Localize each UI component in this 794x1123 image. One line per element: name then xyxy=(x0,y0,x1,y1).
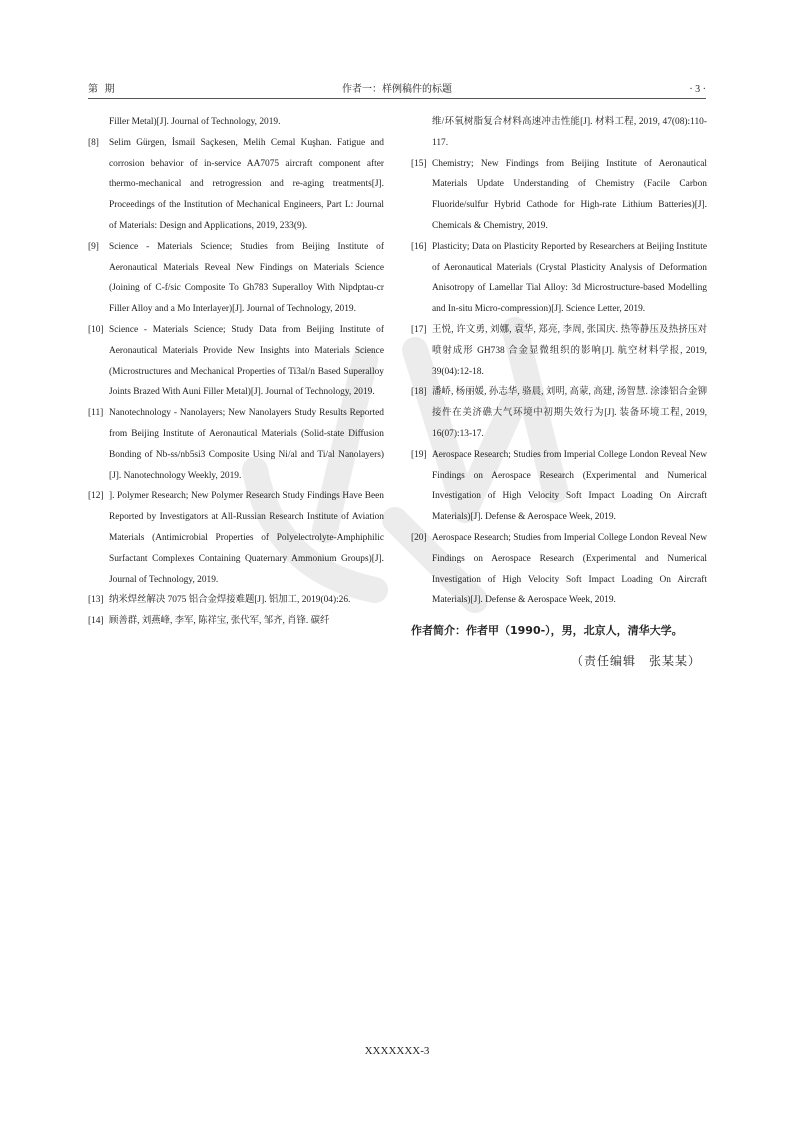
reference-number: [18] xyxy=(411,387,427,398)
header-issue: 第 期 xyxy=(88,84,117,95)
references-right-column xyxy=(411,112,707,671)
reference-text: 潘峤, 杨丽媛, 孙志华, 骆晨, 刘明, 高蒙, 高建, 汤智慧. 涂漆铝合金铆接件在美济礁大气环境中初期失效行为[J]. 装备环境工程, 2019, 16(07):13-17. xyxy=(432,387,707,439)
header-rule xyxy=(88,98,706,99)
reference-number: [9] xyxy=(88,241,99,252)
reference-item xyxy=(88,611,384,632)
reference-item xyxy=(411,237,707,320)
reference-text: Science - Materials Science; Studies from Beijing Institute of Aeronautical Materials Reveal New Findings on Materials Science (Joining of C-f/sic Composite To Gh783 Superalloy With Nipdptau-cr Filler Alloy and a Mo Interlayer)[J]. Journal of Technology, 2019. xyxy=(109,241,384,315)
reference-item xyxy=(88,403,384,486)
reference-text: Nanotechnology - Nanolayers; New Nanolayers Study Results Reported from Beijing Institute of Aeronautical Materials (Solid-state Diffusion Bonding of Nb-ss/nb5si3 Composite Using Ni/al and Ti/al Nanolayers)[J]. Nanotechnology Weekly, 2019. xyxy=(109,408,384,481)
reference-number: [16] xyxy=(411,241,427,252)
reference-text: Plasticity; Data on Plasticity Reported by Researchers at Beijing Institute of Aeronautical Materials (Crystal Plasticity Analysis of Deformation Anisotropy of Lamellar Tial Alloy: 3d Microstructure-based Modelling and In-situ Micro-compression)[J]. Science Letter, 2019. xyxy=(432,241,707,315)
reference-text: Aerospace Research; Studies from Imperial College London Reveal New Findings on Aerospace Research (Experimental and Numerical Investigation of High Velocity Soft Impact Loading On Aircraft Materials)[J]. Defense & Aerospace Week, 2019. xyxy=(432,532,707,606)
reference-number: [12] xyxy=(88,491,104,502)
reference-item xyxy=(88,133,384,237)
header-title: 作者一：样例稿件的标题 xyxy=(342,84,452,95)
reference-text: 王悦, 许文勇, 刘娜, 袁华, 郑亮, 李周, 张国庆. 热等静压及热挤压对喷射成形 GH738 合金显微组织的影响[J]. 航空材料学报, 2019, 39(04):12-18. xyxy=(432,324,707,377)
reference-number: [10] xyxy=(88,324,104,335)
responsible-editor: （责任编辑 张某某） xyxy=(570,654,701,669)
references-left-column xyxy=(88,112,384,632)
reference-text: Selim Gürgen, İsmail Saçkesen, Melih Cemal Kuşhan. Fatigue and corrosion behavior of in-service AA7075 aircraft component after thermo-mechanical and retrogression and re-aging treatments[J]. Proceedings of the Institution of Mechanical Engineers, Part L: Journal of Materials: Design and Applications, 2019, 233(9). xyxy=(109,137,384,231)
reference-item xyxy=(88,320,384,403)
running-header xyxy=(88,82,706,98)
reference-text: Aerospace Research; Studies from Imperial College London Reveal New Findings on Aerospace Research (Experimental and Numerical Investigation of High Velocity Soft Impact Loading On Aircraft Materials)[J]. Defense & Aerospace Week, 2019. xyxy=(432,449,707,523)
reference-text: 顾善群, 刘燕峰, 李军, 陈祥宝, 张代军, 邹齐, 肖锋. 碳纤 xyxy=(109,616,330,627)
reference-number: [20] xyxy=(411,532,427,543)
reference-item xyxy=(88,237,384,320)
reference-number: [15] xyxy=(411,158,427,169)
reference-text: 纳米焊丝解决 7075 铝合金焊接难题[J]. 铝加工, 2019(04):26. xyxy=(109,595,351,606)
reference-number: [14] xyxy=(88,616,104,627)
reference-number: [11] xyxy=(88,408,104,419)
header-page-number: · 3 · xyxy=(689,84,706,95)
reference-number: [13] xyxy=(88,595,104,606)
reference-number: [19] xyxy=(411,449,427,460)
reference-text: ]. Polymer Research; New Polymer Research Study Findings Have Been Reported by Investigators at All-Russian Research Institute of Aviation Materials (Antimicrobial Properties of Polyelectrolyte-Amphiphilic Surfactant Complexes Containing Quaternary Ammonium Groups)[J]. Journal of Technology, 2019. xyxy=(109,491,384,585)
reference-text: Science - Materials Science; Study Data from Beijing Institute of Aeronautical Materials Provide New Insights into Materials Science (Microstructures and Mechanical Properties of Ti3al/n Based Superalloy Joints Brazed With Auni Filler Metal)[J]. Journal of Technology, 2019. xyxy=(109,324,384,398)
reference-number: [17] xyxy=(411,324,427,335)
reference-item xyxy=(411,154,707,237)
reference-text: Chemistry; New Findings from Beijing Institute of Aeronautical Materials Update Understanding of Chemistry (Facile Carbon Fluoride/sulfur Hybrid Cathode for High-rate Lithium Batteries)[J]. Chemicals & Chemistry, 2019. xyxy=(432,158,707,231)
author-bio: 作者简介：作者甲（1990-），男，北京人，清华大学。 xyxy=(411,624,683,638)
reference-item: Filler Metal)[J]. Journal of Technology, 2019. xyxy=(109,117,281,127)
reference-item xyxy=(88,486,384,590)
reference-item xyxy=(88,590,384,611)
reference-item: 维/环氧树脂复合材料高速冲击性能[J]. 材料工程, 2019, 47(08):110-117. xyxy=(432,117,707,148)
page-footer-number: XXXXXXX-3 xyxy=(364,1045,430,1057)
reference-item xyxy=(411,528,707,611)
reference-item xyxy=(411,382,707,444)
reference-number: [8] xyxy=(88,137,99,148)
reference-item xyxy=(411,445,707,528)
reference-item xyxy=(411,320,707,382)
